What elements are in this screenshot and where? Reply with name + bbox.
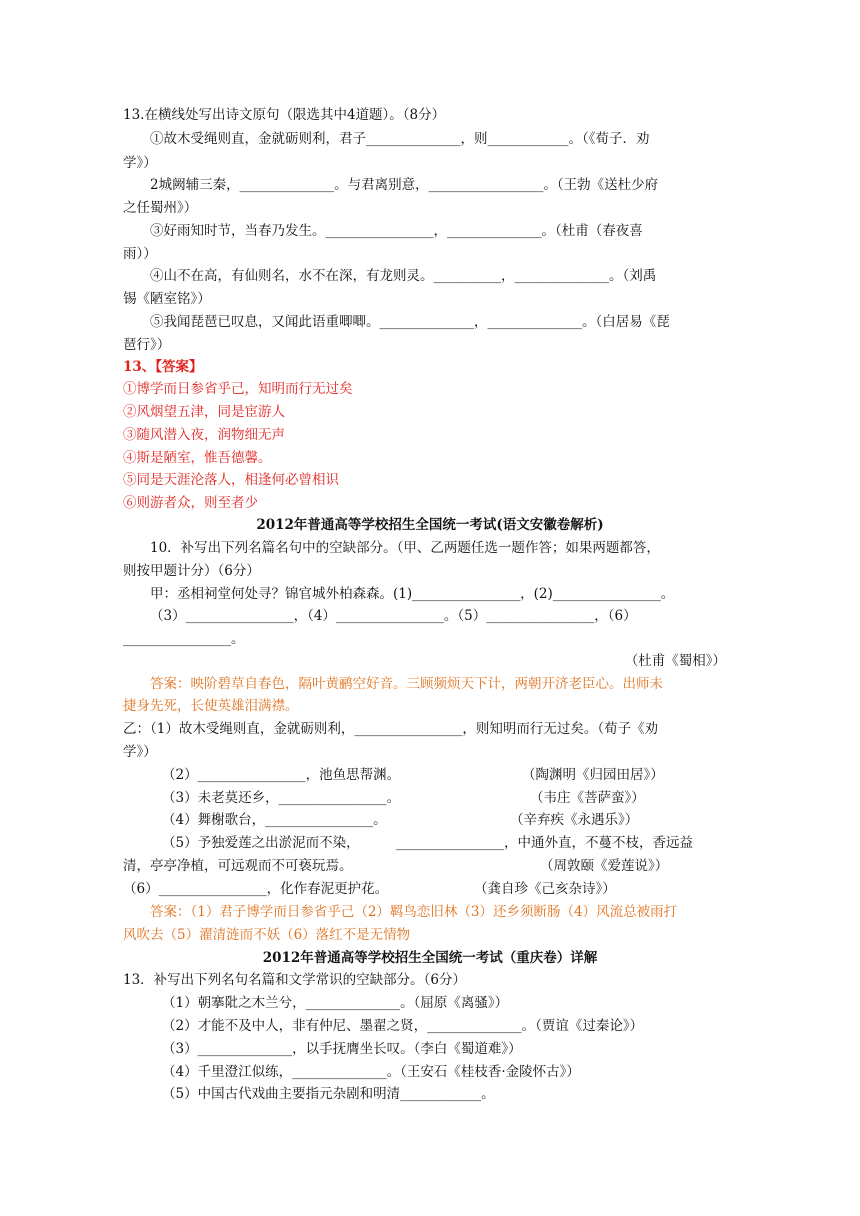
- question-13-item-4-cont: 锡《陋室铭》）: [123, 291, 211, 307]
- question-10-yi-item-2: （2）________________，池鱼思帮渊。: [162, 767, 401, 783]
- answer-13-line-4: ④斯是陋室，惟吾德馨。: [123, 450, 272, 466]
- question-13b-item-2: （2）才能不及中人，非有仲尼、墨翟之贤，______________。（贾谊《过秦论》）: [162, 1018, 644, 1034]
- question-10-jia-line-1: 甲：丞相祠堂何处寻？锦官城外柏森森。(1)________________，(2)________________。: [150, 586, 675, 602]
- question-13-item-2-cont: 之任蜀州》）: [123, 200, 198, 216]
- answer-10-yi-line-1: 答案：（1）君子博学而日参省乎己（2）羁鸟恋旧林（3）还乡须断肠（4）风流总被雨打: [150, 904, 678, 920]
- question-10-yi-item-5-cont: 清，亭亭净植，可远观而不可亵玩焉。: [123, 858, 353, 874]
- question-13-header: 13.在横线处写出诗文原句（限选其中4道题）。（8分）: [123, 107, 446, 123]
- question-13-item-5-cont: 琶行》）: [123, 337, 171, 353]
- question-13b-item-3: （3）______________，以手抚膺坐长叹。（李白《蜀道难》）: [162, 1041, 522, 1057]
- question-10-jia-line-3: ________________。: [123, 631, 245, 647]
- question-10-header-cont: 则按甲题计分）（6分）: [123, 563, 260, 579]
- question-13b-item-1: （1）朝搴阰之木兰兮，______________。（屈原《离骚》）: [162, 995, 509, 1011]
- answer-13-label: 13、【答案】: [123, 359, 203, 375]
- answer-10-jia-line-1: 答案：映阶碧草自春色，隔叶黄鹂空好音。三顾频烦天下计，两朝开济老臣心。出师未: [150, 676, 663, 692]
- answer-10-jia-line-2: 捷身先死，长使英雄泪满襟。: [123, 698, 299, 714]
- question-13-item-3-cont: 雨））: [123, 246, 157, 262]
- question-10-yi-item-4: （4）舞榭歌台，________________。: [162, 812, 387, 828]
- question-10-yi-item-6-source: （龚自珍《己亥杂诗》）: [474, 881, 616, 897]
- question-10-yi-item-5: （5）予独爱莲之出淤泥而不染，: [162, 835, 360, 851]
- answer-13-line-6: ⑥则游者众，则至者少: [123, 495, 258, 511]
- question-13-item-1: ①故木受绳则直，金就砺则利，君子______________，则____________。（《荀子．劝: [150, 131, 650, 147]
- question-10-header: 10．补写出下列名篇名句中的空缺部分。（甲、乙两题任选一题作答；如果两题都答，: [150, 540, 660, 556]
- question-13-item-3: ③好雨知时节，当春乃发生。________________，______________。（杜甫（春夜喜: [150, 223, 643, 239]
- section-heading-chongqing: 2012年普通高等学校招生全国统一考试（重庆卷）详解: [262, 950, 598, 966]
- question-13b-header: 13．补写出下列名句名篇和文学常识的空缺部分。（6分）: [123, 972, 467, 988]
- question-10-yi-item-5-source: （周敦颐《爱莲说》）: [540, 858, 669, 874]
- answer-10-yi-line-2: 风吹去（5）濯清涟而不妖（6）落红不是无情物: [123, 927, 411, 943]
- question-13b-item-5: （5）中国古代戏曲主要指元杂剧和明清____________。: [162, 1086, 495, 1102]
- question-13-item-5: ⑤我闻琵琶已叹息，又闻此语重唧唧。______________，______________。（白居易《琵: [150, 314, 670, 330]
- question-10-yi-item-4-source: （辛弃疾《永遇乐》）: [510, 812, 639, 828]
- question-13-item-2: 2城阙辅三秦，______________。与君离别意，_________________。（王勃《送杜少府: [150, 177, 659, 193]
- question-10-yi-item-2-source: （陶渊明《归园田居》）: [522, 767, 664, 783]
- question-10-yi-item-1-cont: 学》）: [123, 744, 157, 760]
- question-13b-item-4: （4）千里澄江似练，______________。（王安石《桂枝香·金陵怀古》）: [162, 1064, 580, 1080]
- section-heading-anhui: 2012年普通高等学校招生全国统一考试(语文安徽卷解析): [256, 517, 604, 533]
- answer-13-line-3: ③随风潜入夜，润物细无声: [123, 427, 285, 443]
- answer-13-line-5: ⑤同是天涯沦落人，相逢何必曾相识: [123, 472, 339, 488]
- answer-13-line-2: ②风烟望五津，同是宦游人: [123, 404, 285, 420]
- question-10-yi-item-6: （6）________________，化作春泥更护花。: [123, 881, 389, 897]
- question-13-item-4: ④山不在高，有仙则名，水不在深，有龙则灵。__________，______________。（刘禹: [150, 268, 657, 284]
- question-13-item-1-cont: 学》）: [123, 155, 157, 171]
- answer-13-line-1: ①博学而日参省乎己，知明而行无过矣: [123, 381, 353, 397]
- question-10-jia-line-2: （3）________________，（4）________________。（5）________________，（6）: [150, 608, 637, 624]
- question-10-yi-item-3-source: （韦庄《菩萨蛮》）: [530, 790, 645, 806]
- question-10-jia-source: （杜甫《蜀相》）: [624, 653, 726, 669]
- question-10-yi-item-5-mid: ________________，中通外直，不蔓不枝，香远益: [396, 835, 693, 851]
- question-10-yi-item-3: （3）未老莫还乡，________________。: [162, 790, 401, 806]
- question-10-yi-item-1: 乙：（1）故木受绳则直，金就砺则利，________________，则知明而行无过矣。（荀子《劝: [123, 721, 659, 737]
